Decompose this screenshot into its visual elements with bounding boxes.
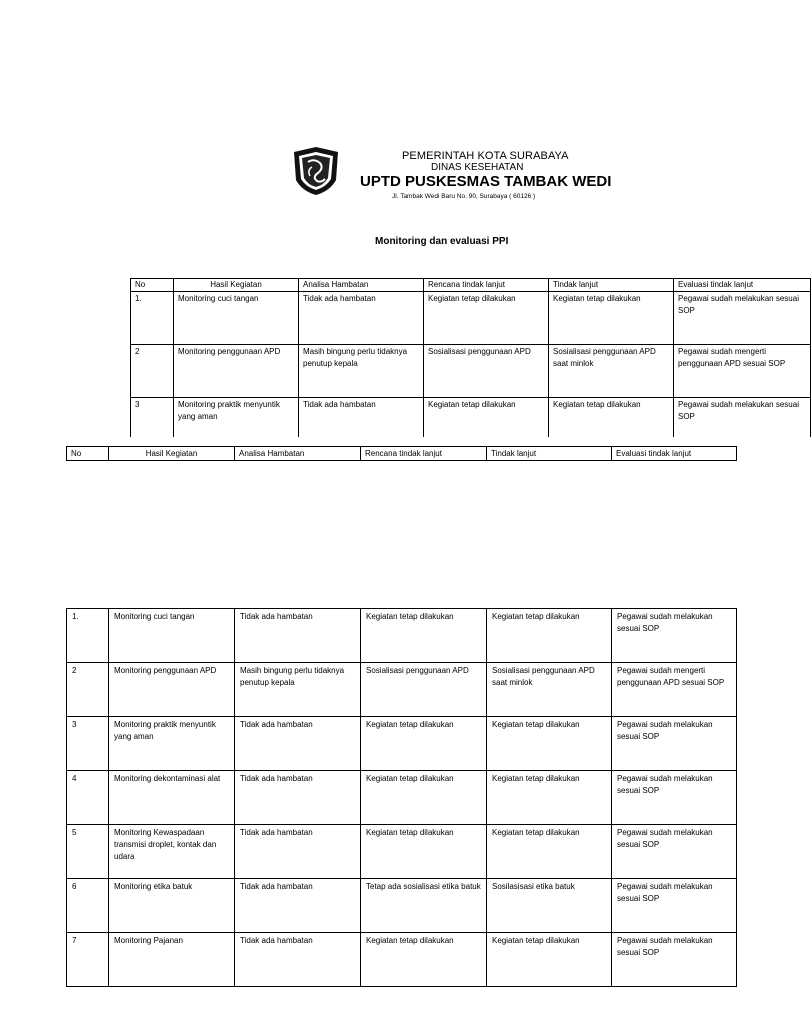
table-cell: Tidak ada hambatan bbox=[299, 292, 424, 345]
table-cell: Kegiatan tetap dilakukan bbox=[361, 771, 487, 825]
table-cell: Tidak ada hambatan bbox=[235, 825, 361, 879]
table-cell: 4 bbox=[67, 771, 109, 825]
column-header: Tindak lanjut bbox=[487, 447, 612, 461]
table-row bbox=[67, 663, 737, 717]
table-row bbox=[67, 717, 737, 771]
table-cell: Kegiatan tetap dilakukan bbox=[361, 609, 487, 663]
city-seal-logo bbox=[290, 146, 342, 196]
table-cell: Kegiatan tetap dilakukan bbox=[361, 825, 487, 879]
table-cell: Monitoring cuci tangan bbox=[109, 609, 235, 663]
column-header: Analisa Hambatan bbox=[299, 279, 424, 292]
table-cell: Tidak ada hambatan bbox=[235, 933, 361, 987]
evaluation-body-table bbox=[66, 608, 737, 987]
table-cell: Tetap ada sosialisasi etika batuk bbox=[361, 879, 487, 933]
table-cell: Monitoring cuci tangan bbox=[174, 292, 299, 345]
table-cell: Monitoring penggunaan APD bbox=[109, 663, 235, 717]
table-row bbox=[67, 825, 737, 879]
table-cell: 7 bbox=[67, 933, 109, 987]
table-cell: Monitoring praktik menyuntik yang aman bbox=[109, 717, 235, 771]
table-row bbox=[67, 933, 737, 987]
table-cell: Tidak ada hambatan bbox=[299, 398, 424, 438]
table-cell: Pegawai sudah melakukan sesuai SOP bbox=[612, 825, 737, 879]
table-cell: 6 bbox=[67, 879, 109, 933]
letterhead-address: Jl. Tambak Wedi Baru No. 90, Surabaya ( 60126 ) bbox=[392, 193, 536, 200]
table-cell: Sosialisasi penggunaan APD bbox=[424, 345, 549, 398]
table-cell: Kegiatan tetap dilakukan bbox=[487, 717, 612, 771]
table-cell: Kegiatan tetap dilakukan bbox=[549, 398, 674, 438]
table-cell: Kegiatan tetap dilakukan bbox=[361, 717, 487, 771]
column-header: No bbox=[67, 447, 109, 461]
letterhead-institution: UPTD PUSKESMAS TAMBAK WEDI bbox=[360, 173, 612, 190]
column-header: Evaluasi tindak lanjut bbox=[674, 279, 811, 292]
table-row bbox=[67, 879, 737, 933]
table-cell: Sosialisasi penggunaan APD bbox=[361, 663, 487, 717]
column-header: No bbox=[131, 279, 174, 292]
table-cell: Tidak ada hambatan bbox=[235, 717, 361, 771]
table-cell: Kegiatan tetap dilakukan bbox=[424, 292, 549, 345]
evaluation-header-table bbox=[66, 446, 737, 461]
table-cell: Monitoring Pajanan bbox=[109, 933, 235, 987]
column-header: Analisa Hambatan bbox=[235, 447, 361, 461]
table-cell: Sosialisasi penggunaan APD saat minlok bbox=[487, 663, 612, 717]
table-cell: Kegiatan tetap dilakukan bbox=[487, 825, 612, 879]
table-header-row bbox=[131, 279, 811, 292]
table-row bbox=[67, 609, 737, 663]
table-row bbox=[131, 345, 811, 398]
table-cell: Monitoring penggunaan APD bbox=[174, 345, 299, 398]
evaluation-table-cropped bbox=[130, 278, 799, 440]
table-cell: Masih bingung perlu tidaknya penutup kepala bbox=[235, 663, 361, 717]
table-header-row bbox=[67, 447, 737, 461]
table-cell: 5 bbox=[67, 825, 109, 879]
table-cell: Sosilasisasi etika batuk bbox=[487, 879, 612, 933]
column-header: Hasil Kegiatan bbox=[174, 279, 299, 292]
table-cell: Monitoring Kewaspadaan transmisi droplet, kontak dan udara bbox=[109, 825, 235, 879]
table-cell: 3 bbox=[67, 717, 109, 771]
table-cell: Tidak ada hambatan bbox=[235, 879, 361, 933]
table-cell: Kegiatan tetap dilakukan bbox=[487, 609, 612, 663]
table-cell: Monitoring praktik menyuntik yang aman bbox=[174, 398, 299, 438]
table-cell: 2 bbox=[131, 345, 174, 398]
letterhead-line-2: DINAS KESEHATAN bbox=[431, 162, 524, 173]
table-cell: Tidak ada hambatan bbox=[235, 609, 361, 663]
table-cell: Pegawai sudah melakukan sesuai SOP bbox=[612, 933, 737, 987]
table-cell: 1. bbox=[131, 292, 174, 345]
table-cell: 3 bbox=[131, 398, 174, 438]
table-cell: Pegawai sudah melakukan sesuai SOP bbox=[612, 609, 737, 663]
table-cell: Sosialisasi penggunaan APD saat minlok bbox=[549, 345, 674, 398]
table-cell: Pegawai sudah melakukan sesuai SOP bbox=[612, 717, 737, 771]
table-row bbox=[131, 398, 811, 438]
table-cell: Monitoring dekontaminasi alat bbox=[109, 771, 235, 825]
table-cell: Monitoring etika batuk bbox=[109, 879, 235, 933]
table-cell: 2 bbox=[67, 663, 109, 717]
table-cell: Tidak ada hambatan bbox=[235, 771, 361, 825]
table-cell: Pegawai sudah melakukan sesuai SOP bbox=[674, 398, 811, 438]
column-header: Rencana tindak lanjut bbox=[361, 447, 487, 461]
table-cell: Pegawai sudah mengerti penggunaan APD sesuai SOP bbox=[674, 345, 811, 398]
table-cell: Kegiatan tetap dilakukan bbox=[487, 771, 612, 825]
table-cell: Kegiatan tetap dilakukan bbox=[361, 933, 487, 987]
table-cell: Masih bingung perlu tidaknya penutup kepala bbox=[299, 345, 424, 398]
table-row bbox=[131, 292, 811, 345]
column-header: Evaluasi tindak lanjut bbox=[612, 447, 737, 461]
column-header: Rencana tindak lanjut bbox=[424, 279, 549, 292]
table-cell: Pegawai sudah melakukan sesuai SOP bbox=[612, 879, 737, 933]
column-header: Tindak lanjut bbox=[549, 279, 674, 292]
table-cell: Kegiatan tetap dilakukan bbox=[549, 292, 674, 345]
table-cell: Pegawai sudah melakukan sesuai SOP bbox=[674, 292, 811, 345]
table-row bbox=[67, 771, 737, 825]
table-cell: Pegawai sudah mengerti penggunaan APD sesuai SOP bbox=[612, 663, 737, 717]
document-title: Monitoring dan evaluasi PPI bbox=[375, 236, 509, 247]
table-cell: 1. bbox=[67, 609, 109, 663]
column-header: Hasil Kegiatan bbox=[109, 447, 235, 461]
table-cell: Pegawai sudah melakukan sesuai SOP bbox=[612, 771, 737, 825]
table-cell: Kegiatan tetap dilakukan bbox=[424, 398, 549, 438]
table-cell: Kegiatan tetap dilakukan bbox=[487, 933, 612, 987]
letterhead-line-1: PEMERINTAH KOTA SURABAYA bbox=[402, 150, 569, 162]
